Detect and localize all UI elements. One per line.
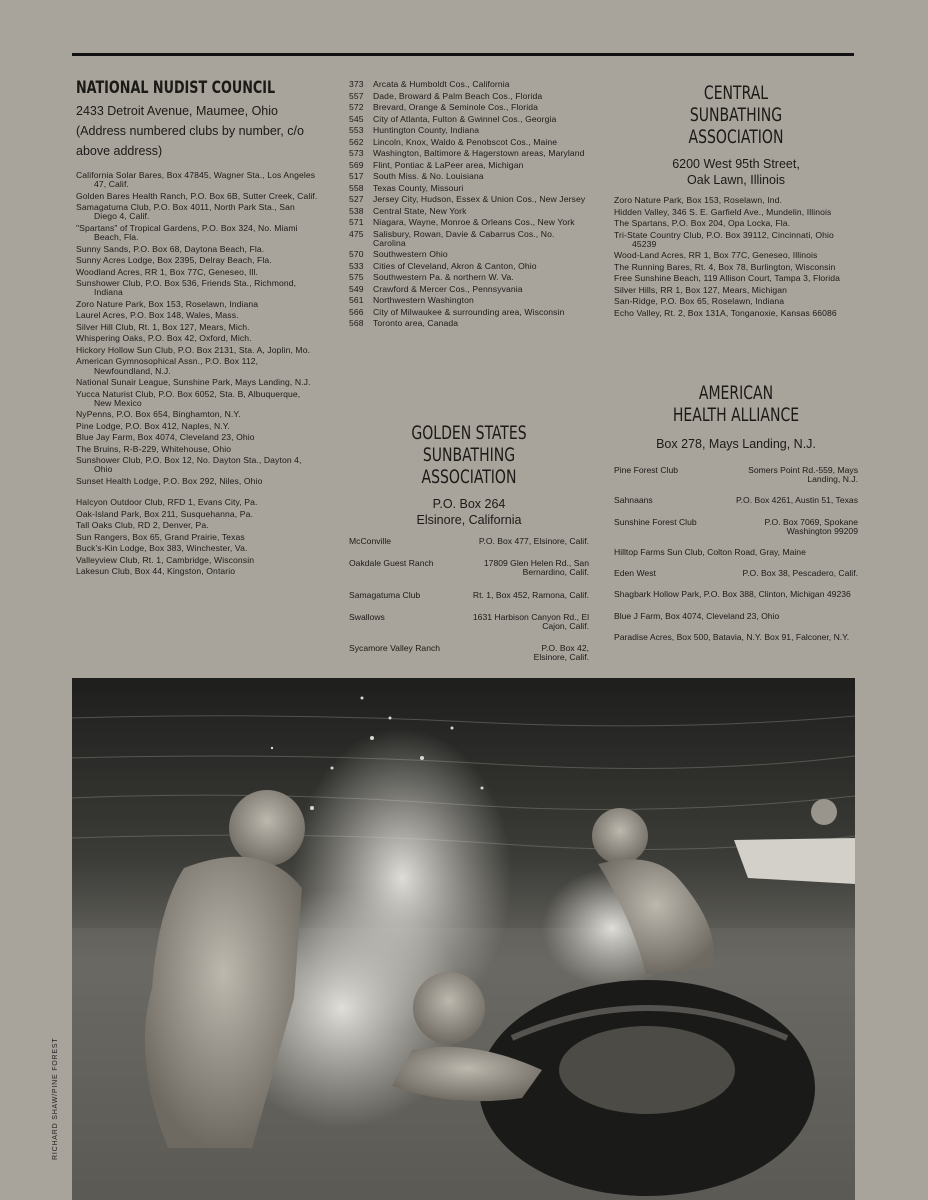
list-item: Sunny Acres Lodge, Box 2395, Delray Beach, Fla. — [76, 255, 272, 266]
list-item — [349, 149, 589, 158]
list-item: Whispering Oaks, P.O. Box 42, Oxford, Mich. — [76, 333, 252, 344]
list-item: "Spartans" of Tropical Gardens, P.O. Box 324, No. Miami Beach, Fla. — [76, 222, 298, 243]
club-number: 373 — [349, 79, 364, 89]
club-number: 533 — [349, 260, 364, 271]
club-number: 562 — [349, 136, 364, 147]
golden-title-line-1: GOLDEN STATES — [411, 422, 527, 444]
list-item: Sun Rangers, Box 65, Grand Prairie, Texas — [76, 531, 245, 542]
list-item: Blue J Farm, Box 4074, Cleveland 23, Ohio — [614, 610, 780, 621]
club-area: Dade, Broward & Palm Beach Cos., Florida — [373, 90, 543, 101]
numbered-clubs-column — [349, 80, 589, 331]
list-item: Pine Lodge, P.O. Box 412, Naples, N.Y. — [76, 420, 230, 431]
list-item: Samagatuma Club, P.O. Box 4011, North Park Sta., San Diego 4, Calif. — [76, 202, 295, 222]
list-item — [349, 195, 589, 204]
club-area: Salisbury, Rowan, Davie & Cabarrus Cos., No. Carolina — [373, 228, 555, 248]
list-item — [614, 496, 858, 505]
club-number: 570 — [349, 249, 364, 260]
list-item: Shagbark Hollow Park, P.O. Box 388, Clinton, Michigan 49236 — [614, 589, 851, 600]
photo-illustration — [72, 678, 855, 1200]
nnc-column — [76, 78, 318, 579]
central-address-1: 6200 West 95th Street, — [672, 157, 800, 171]
list-item: Laurel Acres, P.O. Box 148, Wales, Mass. — [76, 310, 239, 321]
list-item — [349, 80, 589, 89]
club-name: Eden West — [614, 568, 656, 579]
list-item: Yucca Naturist Club, P.O. Box 6052, Sta. B, Albuquerque, New Mexico — [76, 388, 301, 408]
list-item: Hickory Hollow Sun Club, P.O. Box 2131, Sta. A, Joplin, Mo. — [76, 344, 311, 355]
club-address: 1631 Harbison Canyon Rd., El Cajon, Calif. — [472, 611, 589, 632]
club-number: 557 — [349, 90, 364, 101]
list-item — [349, 285, 589, 294]
list-item: Silver Hills, RR 1, Box 127, Mears, Michigan — [614, 284, 787, 295]
list-item: American Gymnosophical Assn., P.O. Box 112, Newfoundland, N.J. — [76, 356, 259, 376]
list-item — [349, 115, 589, 124]
list-item: Free Sunshine Beach, 119 Allison Court, Tampa 3, Florida — [614, 273, 840, 284]
nnc-club-list — [76, 171, 318, 486]
list-item: Sunshower Club, P.O. Box 536, Friends Sta., Richmond, Indiana — [76, 278, 297, 298]
list-item: National Sunair League, Sunshine Park, Mays Landing, N.J. — [76, 377, 311, 388]
list-item: The Spartans, P.O. Box 204, Opa Locka, Fla. — [614, 218, 791, 228]
list-item — [349, 172, 589, 181]
list-item: Zoro Nature Park, Box 153, Roselawn, Indiana — [76, 298, 259, 309]
aha-section — [614, 382, 858, 654]
club-name: Samagatuma Club — [349, 589, 421, 600]
list-item: Valleyview Club, Rt. 1, Cambridge, Wisconsin — [76, 554, 255, 565]
list-item — [349, 559, 589, 577]
list-item — [349, 126, 589, 135]
list-item: Hidden Valley, 346 S. E. Garfield Ave., Mundelin, Illinois — [614, 206, 832, 217]
nnc-address: 2433 Detroit Avenue, Maumee, Ohio — [76, 104, 278, 118]
club-area: City of Atlanta, Fulton & Gwinnel Cos., Georgia — [373, 113, 557, 124]
club-name: McConville — [349, 536, 392, 546]
club-area: Central State, New York — [373, 205, 467, 216]
list-item: Wood-Land Acres, RR 1, Box 77C, Geneseo, Illinois — [614, 250, 818, 261]
club-number: 558 — [349, 182, 364, 193]
list-item: Sunset Health Lodge, P.O. Box 292, Niles, Ohio — [76, 475, 263, 486]
club-address: P.O. Box 4261, Austin 51, Texas — [736, 495, 858, 506]
club-number: 527 — [349, 194, 364, 204]
list-item: Woodland Acres, RR 1, Box 77C, Geneseo, Ill. — [76, 266, 258, 277]
list-item: Zoro Nature Park, Box 153, Roselawn, Ind. — [614, 195, 782, 205]
list-item — [349, 537, 589, 546]
list-item — [614, 466, 858, 484]
club-area: Niagara, Wayne, Monroe & Orleans Cos., New York — [373, 217, 575, 227]
list-item — [349, 613, 589, 631]
list-item — [349, 218, 589, 227]
list-item — [349, 103, 589, 112]
club-address: Somers Point Rd.-559, Mays Landing, N.J. — [748, 465, 858, 485]
club-number: 571 — [349, 217, 364, 227]
club-name: Sycamore Valley Ranch — [349, 643, 441, 654]
list-item: Buck's-Kin Lodge, Box 383, Winchester, Va. — [76, 543, 248, 554]
list-item: Silver Hill Club, Rt. 1, Box 127, Mears, Mich. — [76, 321, 250, 332]
golden-title-line-3: ASSOCIATION — [421, 466, 517, 488]
list-item — [349, 161, 589, 170]
club-area: Toronto area, Canada — [373, 318, 459, 329]
club-area: Cities of Cleveland, Akron & Canton, Ohio — [373, 260, 537, 271]
list-item — [349, 250, 589, 259]
club-number: 475 — [349, 228, 364, 239]
club-name: Oakdale Guest Ranch — [349, 558, 434, 569]
list-item — [349, 273, 589, 282]
club-number: 569 — [349, 159, 364, 170]
list-item: Sunshower Club, P.O. Box 12, No. Dayton Sta., Dayton 4, Ohio — [76, 455, 302, 475]
list-item: The Bruins, R-B-229, Whitehouse, Ohio — [76, 443, 232, 454]
club-number: 545 — [349, 113, 364, 124]
club-area: Southwestern Pa. & northern W. Va. — [373, 272, 514, 283]
list-item — [349, 138, 589, 147]
nnc-club-list-2 — [76, 498, 318, 576]
club-area: Huntington County, Indiana — [373, 125, 480, 135]
central-title-line-1: CENTRAL — [703, 82, 769, 104]
club-number: 575 — [349, 272, 364, 283]
club-address: P.O. Box 42, Elsinore, Calif. — [533, 643, 589, 663]
club-number: 572 — [349, 102, 364, 112]
club-area: Arcata & Humboldt Cos., California — [373, 79, 510, 89]
nnc-title: NATIONAL NUDIST COUNCIL — [76, 78, 276, 97]
list-item: Golden Bares Health Ranch, P.O. Box 6B, Sutter Creek, Calif. — [76, 190, 318, 201]
club-name: Swallows — [349, 611, 385, 622]
list-item: NyPenns, P.O. Box 654, Binghamton, N.Y. — [76, 409, 241, 420]
golden-title-line-2: SUNBATHING — [422, 444, 516, 466]
photo-children-splashing — [72, 678, 855, 1200]
club-address: P.O. Box 477, Elsinore, Calif. — [478, 536, 589, 546]
club-number: 568 — [349, 318, 364, 329]
club-number: 573 — [349, 148, 364, 158]
list-item — [614, 569, 858, 578]
golden-address-1: P.O. Box 264 — [432, 497, 506, 511]
club-area: South Miss. & No. Louisiana — [373, 171, 484, 181]
list-item: Oak-Island Park, Box 211, Susquehanna, Pa. — [76, 508, 253, 519]
nnc-note: (Address numbered clubs by number, c/o above address) — [76, 124, 304, 158]
list-item: Hilltop Farms Sun Club, Colton Road, Gray, Maine — [614, 547, 806, 558]
list-item — [349, 296, 589, 305]
club-area: Brevard, Orange & Seminole Cos., Florida — [373, 102, 538, 112]
club-number: 561 — [349, 295, 364, 306]
list-item — [349, 184, 589, 193]
club-area: Texas County, Missouri — [373, 182, 464, 193]
list-item: Echo Valley, Rt. 2, Box 131A, Tonganoxie, Kansas 66086 — [614, 307, 837, 318]
aha-title-line-2: HEALTH ALLIANCE — [672, 404, 800, 426]
club-number: 566 — [349, 306, 364, 317]
club-area: Northwestern Washington — [373, 295, 474, 306]
list-item — [614, 518, 858, 536]
club-number: 549 — [349, 283, 364, 294]
golden-states-section — [349, 422, 589, 676]
aha-address: Box 278, Mays Landing, N.J. — [656, 437, 816, 451]
list-item — [349, 92, 589, 101]
club-area: City of Milwaukee & surrounding area, Wisconsin — [373, 306, 565, 317]
central-column — [614, 82, 858, 320]
club-area: Crawford & Mercer Cos., Pennsyvania — [373, 283, 523, 294]
list-item — [349, 230, 589, 248]
club-number: 553 — [349, 125, 364, 135]
central-title-line-2: SUNBATHING — [689, 104, 783, 126]
central-address-2: Oak Lawn, Illinois — [687, 173, 785, 187]
list-item: Lakesun Club, Box 44, Kingston, Ontario — [76, 566, 236, 577]
photo-credit: RICHARD SHAW/PINE FOREST — [52, 1037, 59, 1160]
list-item — [349, 207, 589, 216]
club-number: 517 — [349, 171, 364, 181]
list-item — [349, 591, 589, 600]
club-address: P.O. Box 38, Pescadero, Calif. — [742, 568, 858, 579]
top-rule — [72, 53, 854, 56]
list-item: California Solar Bares, Box 47845, Wagner Sta., Los Angeles 47, Calif. — [76, 170, 316, 190]
club-area: Washington, Baltimore & Hagerstown areas, Maryland — [373, 148, 585, 158]
aha-title-line-1: AMERICAN — [698, 382, 774, 404]
list-item: Paradise Acres, Box 500, Batavia, N.Y. Box 91, Falconer, N.Y. — [614, 631, 850, 642]
golden-address-2: Elsinore, California — [416, 513, 522, 527]
list-item: San-Ridge, P.O. Box 65, Roselawn, Indiana — [614, 296, 785, 307]
club-name: Sunshine Forest Club — [614, 516, 697, 527]
numbered-club-list — [349, 80, 589, 328]
golden-club-list — [349, 537, 589, 663]
central-title-line-3: ASSOCIATION — [688, 126, 784, 148]
list-item: Blue Jay Farm, Box 4074, Cleveland 23, Ohio — [76, 432, 255, 443]
central-club-list — [614, 196, 858, 318]
club-area: Jersey City, Hudson, Essex & Union Cos., New Jersey — [373, 194, 586, 204]
list-item: Halcyon Outdoor Club, RFD 1, Evans City, Pa. — [76, 497, 258, 508]
club-address: 17809 Glen Helen Rd., San Bernardino, Calif. — [483, 558, 589, 578]
list-item — [349, 644, 589, 662]
list-item: Sunny Sands, P.O. Box 68, Daytona Beach, Fla. — [76, 243, 265, 254]
list-item: The Running Bares, Rt. 4, Box 78, Burlington, Wisconsin — [614, 261, 836, 272]
club-number: 538 — [349, 205, 364, 216]
club-address: Rt. 1, Box 452, Ramona, Calif. — [472, 589, 589, 600]
list-item — [349, 262, 589, 271]
club-area: Lincoln, Knox, Waldo & Penobscot Cos., Maine — [373, 136, 558, 147]
club-name: Pine Forest Club — [614, 465, 679, 475]
list-item: Tall Oaks Club, RD 2, Denver, Pa. — [76, 520, 209, 531]
list-item: Tri-State Country Club, P.O. Box 39112, Cincinnati, Ohio 45239 — [614, 229, 834, 249]
aha-club-list — [614, 466, 858, 642]
club-area: Flint, Pontiac & LaPeer area, Michigan — [373, 159, 524, 170]
club-address: P.O. Box 7069, Spokane Washington 99209 — [764, 516, 858, 536]
club-area: Southwestern Ohio — [373, 249, 448, 260]
list-item — [349, 308, 589, 317]
club-name: Sahnaans — [614, 495, 653, 506]
list-item — [349, 319, 589, 328]
